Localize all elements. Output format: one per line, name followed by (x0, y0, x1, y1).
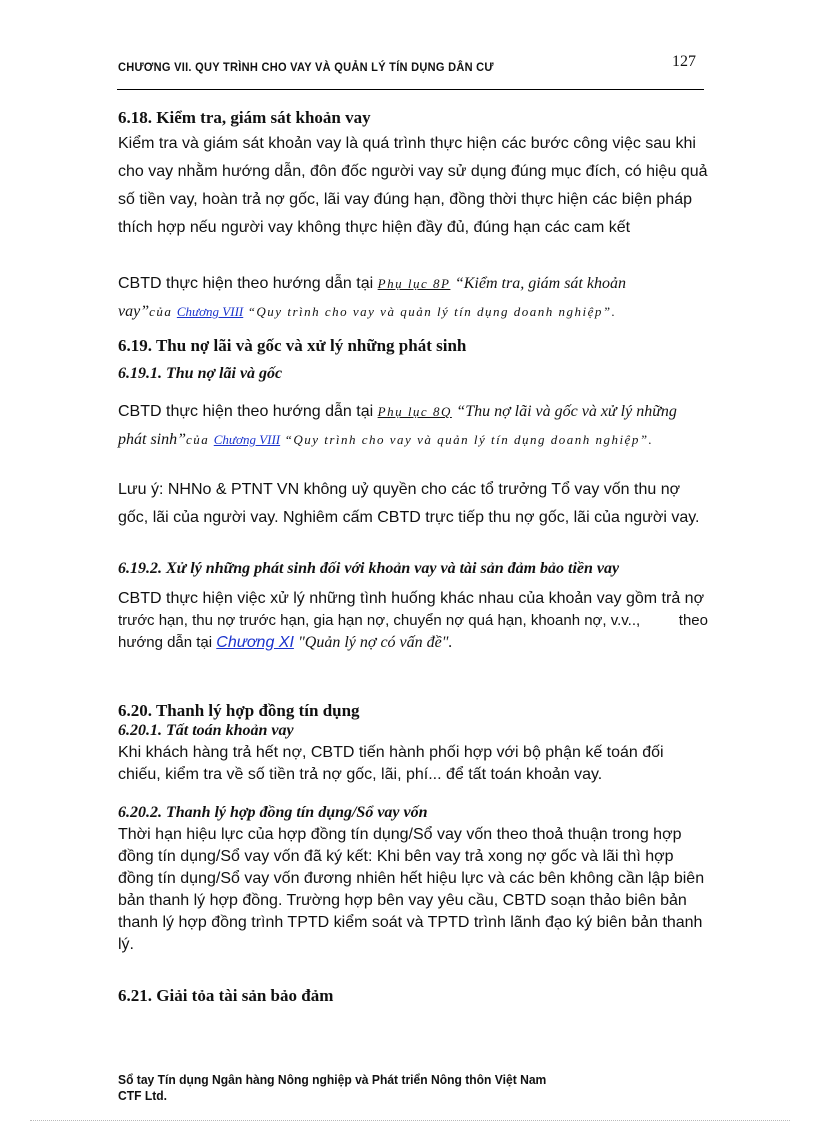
header-rule (117, 89, 704, 90)
page-number: 127 (672, 53, 696, 70)
section-6-18-reference (118, 270, 708, 326)
body-line: thanh lý hợp đồng trình TPTD kiểm soát và TPTD trình lãnh đạo ký biên bản thanh (118, 914, 703, 931)
ref-tai: tại (356, 275, 374, 292)
body-line: bản thanh lý hợp đồng. Trường hợp bên vay yêu cầu, CBTD soạn thảo biên bản (118, 892, 687, 909)
body-line: đồng tín dụng/Sổ vay vốn đương nhiên hết hiệu lực và các bên không cần lập biên (118, 870, 705, 887)
page-footer (118, 1072, 546, 1104)
body-line: Thời hạn hiệu lực của hợp đồng tín dụng/Sổ vay vốn theo thoả thuận trong hợp (118, 826, 682, 843)
section-heading-6-20: 6.20. Thanh lý hợp đồng tín dụng (118, 701, 360, 720)
body-line: cho vay nhằm hướng dẫn, đôn đốc người vay sử dụng đúng mục đích, có hiệu quả (118, 163, 708, 180)
ref-title-b: vay” (118, 303, 150, 320)
subsection-heading-6-19-2: 6.19.2. Xử lý những phát sinh đối với khoản vay và tài sản đảm bảo tiền vay (118, 560, 620, 577)
sub2-line3-lead: hướng dẫn tại (118, 634, 213, 651)
sub1-title-b: phát sinh” (118, 431, 187, 448)
section-6-20-2-body (118, 824, 708, 956)
ref-cua: của (149, 304, 173, 319)
body-line: đồng tín dụng/Sổ vay vốn đã ký kết: Khi bên vay trả xong nợ gốc và lãi thì hợp (118, 848, 674, 865)
section-6-19-2-body (118, 588, 708, 654)
section-6-20-1-body (118, 742, 708, 786)
appendix-8p-ref[interactable]: Phụ lục 8P (377, 276, 451, 291)
chapter-xi-link[interactable]: Chương XI (216, 634, 294, 651)
body-line: theo (678, 612, 708, 629)
chapter-viii-link-2[interactable]: Chương VIII (213, 432, 281, 447)
note-paragraph (118, 476, 708, 532)
running-header: CHƯƠNG VII. QUY TRÌNH CHO VAY VÀ QUẢN LÝ TÍN DỤNG DÂN CƯ (118, 60, 494, 74)
footer-line: Sổ tay Tín dụng Ngân hàng Nông nghiệp và Phát triển Nông thôn Việt Nam (118, 1072, 547, 1087)
body-line: Kiểm tra và giám sát khoản vay là quá trình thực hiện các bước công việc sau khi (118, 135, 696, 152)
subsection-heading-6-20-1: 6.20.1. Tất toán khoản vay (118, 722, 294, 739)
footer-line: CTF Ltd. (118, 1088, 168, 1103)
subsection-heading-6-19-1: 6.19.1. Thu nợ lãi và gốc (118, 365, 283, 382)
body-line: trước hạn, thu nợ trước hạn, gia hạn nợ, chuyển nợ quá hạn, khoanh nợ, v.v.., (118, 612, 641, 629)
body-line: số tiền vay, hoàn trả nợ gốc, lãi vay đúng hạn, đồng thời thực hiện các biện pháp (118, 191, 692, 208)
note-line: gốc, lãi của người vay. Nghiêm cấm CBTD trực tiếp thu nợ gốc, lãi của người vay. (118, 509, 700, 526)
section-heading-6-18: 6.18. Kiểm tra, giám sát khoản vay (118, 108, 371, 127)
section-6-19-1-body (118, 398, 708, 454)
subsection-heading-6-20-2: 6.20.2. Thanh lý hợp đồng tín dụng/Sổ vay vốn (118, 804, 428, 821)
section-heading-6-19: 6.19. Thu nợ lãi và gốc và xử lý những phát sinh (118, 336, 467, 355)
sub1-lead: CBTD thực hiện theo hướng dẫn tại (118, 403, 374, 420)
section-heading-6-21: 6.21. Giải tỏa tài sản bảo đảm (118, 986, 334, 1005)
chapter-viii-link[interactable]: Chương VIII (176, 304, 244, 319)
body-line: CBTD thực hiện việc xử lý những tình huống khác nhau của khoản vay gồm trả nợ (118, 590, 705, 607)
body-line: Khi khách hàng trả hết nợ, CBTD tiến hành phối hợp với bộ phận kế toán đối (118, 744, 664, 761)
note-line: Lưu ý: NHNo & PTNT VN không uỷ quyền cho các tổ trưởng Tổ vay vốn thu nợ (118, 481, 681, 498)
body-line: lý. (118, 936, 134, 953)
body-line: thích hợp nếu người vay không thực hiện đầy đủ, đúng hạn các cam kết (118, 219, 631, 236)
sub2-rest: "Quản lý nợ có vấn đề". (298, 634, 453, 651)
ref-title-a: “Kiểm tra, giám sát khoản (454, 275, 626, 292)
body-line: chiếu, kiểm tra về số tiền trả nợ gốc, lãi, phí... để tất toán khoản vay. (118, 766, 603, 783)
sub1-cua: của (186, 432, 210, 447)
appendix-8q-ref[interactable]: Phụ lục 8Q (377, 404, 452, 419)
sub1-rest: “Quy trình cho vay và quản lý tín dụng doanh nghiệp”. (284, 432, 654, 447)
footer-dotted-rule (30, 1120, 790, 1121)
sub1-title-a: “Thu nợ lãi và gốc và xử lý những (456, 403, 677, 420)
ref-rest: “Quy trình cho vay và quản lý tín dụng doanh nghiệp”. (247, 304, 617, 319)
section-6-18-body (118, 130, 708, 242)
ref-lead: CBTD thực hiện theo hướng dẫn (118, 275, 352, 292)
